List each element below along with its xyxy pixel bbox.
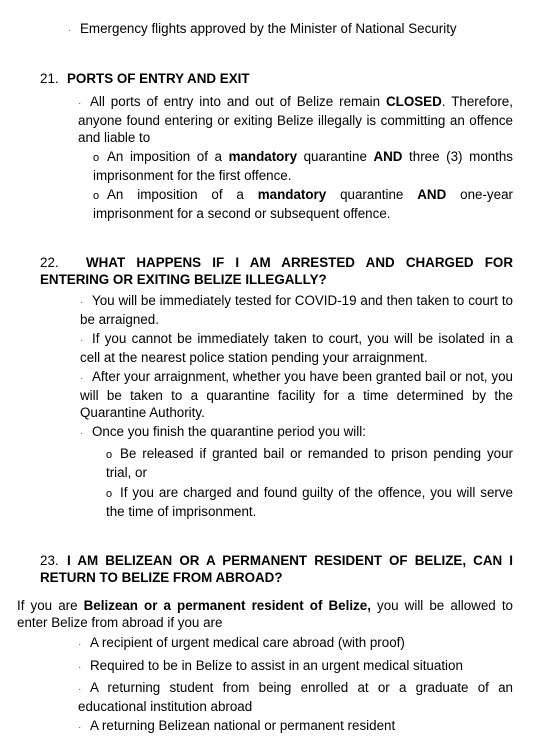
- bullet-marker: ·: [80, 297, 84, 308]
- list-item: [68, 20, 518, 39]
- bullet-marker: ·: [78, 684, 82, 695]
- paragraph: If you are Belizean or a permanent resident of Belize, you will be allowed to enter Belize from abroad if you are: [17, 598, 513, 630]
- list-item: · Required to be in Belize to assist in an urgent medical situation: [78, 657, 513, 676]
- bullet-marker: ·: [68, 25, 72, 36]
- bullet-marker: ·: [80, 335, 84, 346]
- bullet-marker: ·: [78, 662, 82, 673]
- list-item: · If you cannot be immediately taken to court, you will be isolated in a cell at the nearest police station pending your arraignment.: [80, 331, 513, 365]
- section-number: 22.: [40, 255, 59, 270]
- section-number: 23.: [40, 553, 59, 568]
- bullet-marker: ·: [78, 722, 82, 733]
- sub-bullet-marker: o: [106, 488, 113, 500]
- section-heading: [40, 552, 513, 586]
- section-number: 21.: [40, 71, 59, 86]
- list-item: · Once you finish the quarantine period you will:: [80, 423, 513, 442]
- section-title: PORTS OF ENTRY AND EXIT: [67, 71, 250, 86]
- section-heading: [40, 254, 513, 288]
- sub-bullet-marker: o: [93, 190, 100, 202]
- list-item: · You will be immediately tested for COVID-19 and then taken to court to be arraigned.: [80, 293, 513, 327]
- list-item-text: Emergency flights approved by the Minister of National Security: [80, 21, 457, 36]
- list-item: · After your arraignment, whether you have been granted bail or not, you will be taken to a quarantine facility for a time determined by the Quarantine Authority.: [80, 369, 513, 420]
- sub-list-item: o Be released if granted bail or remanded to prison pending your trial, or: [106, 446, 513, 480]
- sub-list-item: o If you are charged and found guilty of the offence, you will serve the time of imprisonment.: [106, 485, 513, 519]
- bullet-marker: ·: [78, 98, 82, 109]
- list-item: · A recipient of urgent medical care abroad (with proof): [78, 634, 513, 653]
- sub-list-item: o An imposition of a mandatory quarantine AND one-year imprisonment for a second or subsequent offence.: [93, 187, 513, 221]
- bullet-marker: ·: [78, 639, 82, 650]
- bullet-marker: ·: [80, 428, 84, 439]
- bullet-marker: ·: [80, 373, 84, 384]
- list-item: · All ports of entry into and out of Belize remain CLOSED. Therefore, anyone found entering or exiting Belize illegally is committing an offence and liable to: [78, 94, 513, 145]
- sub-bullet-marker: o: [93, 152, 100, 164]
- emphasis: CLOSED: [385, 94, 442, 109]
- list-item: · A returning student from being enrolled at or a graduate of an educational institution abroad: [78, 680, 513, 714]
- section-title: I AM BELIZEAN OR A PERMANENT RESIDENT OF BELIZE, CAN I RETURN TO BELIZE FROM ABROAD?: [40, 553, 513, 585]
- sub-bullet-marker: o: [106, 449, 113, 461]
- sub-list-item: o An imposition of a mandatory quarantine AND three (3) months imprisonment for the first offence.: [93, 149, 513, 183]
- list-item: · A returning Belizean national or permanent resident: [78, 717, 513, 736]
- emphasis: Belizean or a permanent resident of Belize,: [83, 598, 371, 613]
- section-heading: [40, 70, 520, 87]
- section-title: WHAT HAPPENS IF I AM ARRESTED AND CHARGED FOR ENTERING OR EXITING BELIZE ILLEGALLY?: [40, 255, 513, 287]
